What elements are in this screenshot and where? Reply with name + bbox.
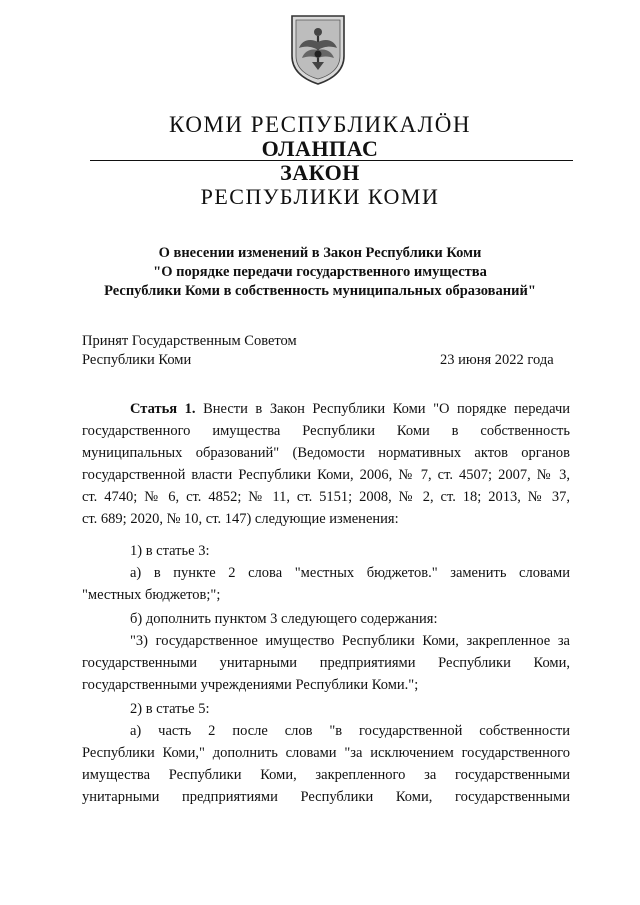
article-text: Внести в Закон Республики Коми "О порядке передачи: [203, 401, 571, 417]
document-title: [60, 244, 580, 301]
title-line: О внесении изменений в Закон Республики Коми: [158, 245, 482, 261]
title-line: "О порядке передачи государственного имущества: [153, 264, 487, 280]
adopted-by: [82, 332, 297, 370]
body-line: а) в пункте 2 слова "местных бюджетов." заменить словами: [130, 565, 570, 581]
body-line: 2) в статье 5:: [130, 701, 210, 717]
body-line: б) дополнить пунктом 3 следующего содержания:: [130, 611, 438, 627]
header-republic-title: РЕСПУБЛИКИ КОМИ: [200, 184, 440, 209]
body-line: "местных бюджетов;";: [82, 587, 221, 603]
body-line: 1) в статье 3:: [130, 543, 210, 559]
body-line: унитарными предприятиями Республики Коми, государственными: [82, 789, 570, 805]
header-komi-subtitle: ОЛАНПАС: [261, 136, 379, 161]
body-line: государственными унитарными предприятиями Республики Коми,: [82, 655, 570, 671]
body-line: государственными учреждениями Республики Коми.";: [82, 677, 419, 693]
adopted-line: Принят Государственным Советом: [82, 333, 297, 349]
article-label: Статья 1.: [130, 401, 196, 417]
body-line: государственного имущества Республики Коми в собственность: [82, 423, 570, 439]
article-line: [82, 398, 570, 420]
adopted-line: Республики Коми: [82, 352, 192, 368]
body-line: Республики Коми," дополнить словами "за исключением государственного: [82, 745, 570, 761]
header-komi-title: КОМИ РЕСПУБЛИКАЛÖН: [169, 112, 471, 137]
title-line: Республики Коми в собственность муниципальных образований": [104, 283, 536, 299]
header-law-title: ЗАКОН: [280, 160, 360, 185]
adopted-date: 23 июня 2022 года: [440, 352, 554, 368]
body-line: муниципальных образований" (Ведомости нормативных актов органов: [82, 445, 570, 461]
body-line: имущества Республики Коми, закрепленного за государственными: [82, 767, 570, 783]
body-line: государственной власти Республики Коми, 2006, № 7, ст. 4507; 2007, № 3,: [82, 467, 570, 483]
coat-of-arms-icon: [288, 12, 348, 86]
body-line: ст. 4740; № 6, ст. 4852; № 11, ст. 5151; 2008, № 2, ст. 18; 2013, № 37,: [82, 489, 570, 505]
body-line: "3) государственное имущество Республики Коми, закрепленное за: [130, 633, 570, 649]
body-line: а) часть 2 после слов "в государственной собственности: [130, 723, 570, 739]
body-line: ст. 689; 2020, № 10, ст. 147) следующие изменения:: [82, 511, 399, 527]
